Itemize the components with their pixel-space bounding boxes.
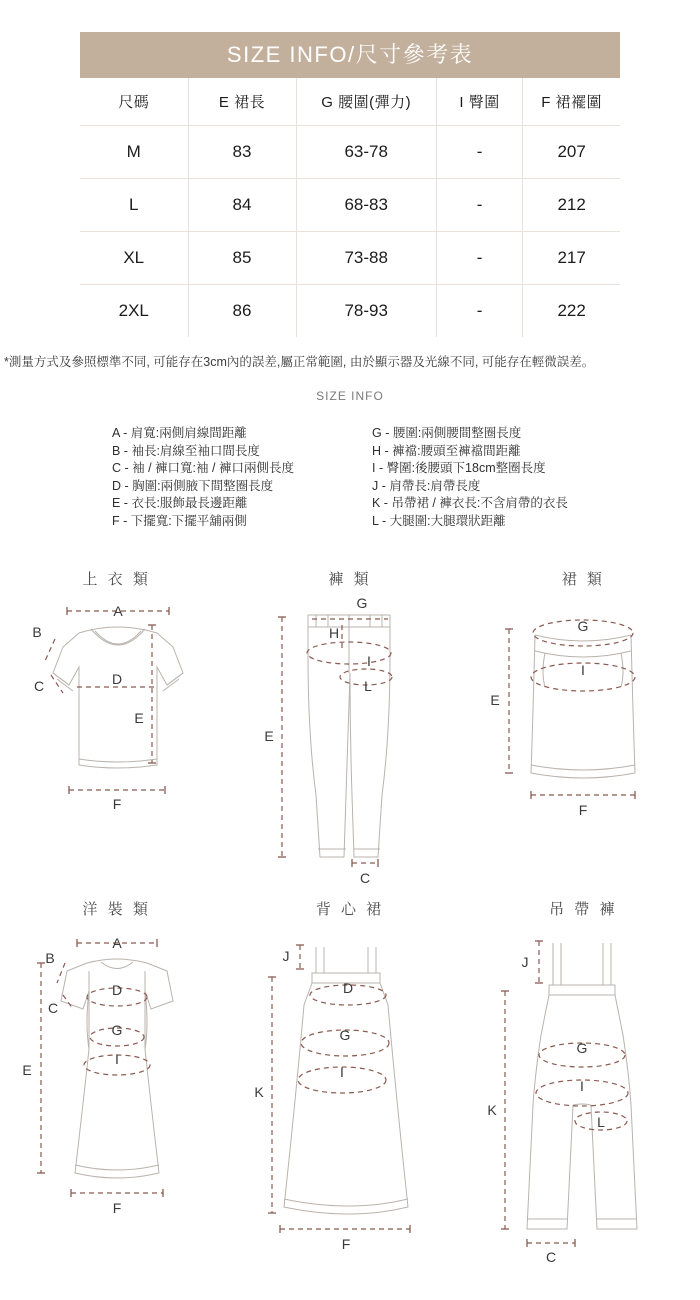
mark-I: I: [580, 1078, 585, 1094]
legend-item-a: A - 肩寬:兩側肩線間距離: [112, 426, 247, 440]
mark-F: F: [341, 1236, 351, 1252]
table-row: [80, 126, 620, 179]
diagram-skirts: [467, 565, 700, 895]
mark-I: I: [340, 1064, 344, 1080]
mark-D: D: [111, 671, 122, 687]
diagram-row-2: [0, 895, 700, 1265]
column-header-length: E 裙長: [188, 78, 296, 126]
diagram-title-camisole-dress: 背 心 裙: [315, 901, 385, 918]
size-table-title: SIZE INFO/尺寸參考表: [80, 32, 620, 78]
size-table: [80, 78, 620, 337]
cell-hem: 222: [523, 285, 620, 338]
diagram-overalls: [467, 895, 700, 1265]
cell-hip: -: [436, 232, 522, 285]
diagram-dress: [0, 895, 233, 1265]
mark-G: G: [356, 595, 368, 611]
skirt-marks: [491, 618, 589, 818]
camisole-dress-illustration: [250, 925, 450, 1255]
mark-E: E: [490, 692, 500, 708]
mark-C: C: [47, 1000, 58, 1016]
mark-G: G: [577, 618, 589, 634]
cell-length: 84: [188, 179, 296, 232]
column-header-hem: F 裙襬圍: [523, 78, 620, 126]
overalls-illustration: [483, 925, 683, 1265]
cell-size: 2XL: [80, 285, 188, 338]
diagram-row-1: [0, 565, 700, 895]
cell-size: M: [80, 126, 188, 179]
mark-F: F: [112, 1200, 121, 1216]
size-table-container: [80, 32, 620, 337]
mark-I: I: [114, 1051, 119, 1067]
cell-hip: -: [436, 179, 522, 232]
tops-marks: [32, 603, 143, 812]
legend-item-l: L - 大腿圍:大腿環狀距離: [372, 513, 506, 528]
cell-hem: 212: [523, 179, 620, 232]
table-row: [80, 232, 620, 285]
diagram-title-pants: 褲 類: [328, 571, 372, 588]
mark-B: B: [44, 950, 55, 966]
measurement-disclaimer: *測量方式及參照標準不同, 可能存在3cm內的誤差,屬正常範圍, 由於顯示器及光線不同, 可能存在輕微誤差。: [4, 355, 595, 369]
mark-J: J: [521, 954, 529, 970]
mark-E: E: [264, 728, 274, 744]
cell-hip: -: [436, 126, 522, 179]
garment-diagrams: [0, 565, 700, 1265]
cell-length: 86: [188, 285, 296, 338]
cell-size: XL: [80, 232, 188, 285]
mark-F: F: [112, 796, 121, 812]
mark-D: D: [111, 982, 122, 998]
mark-I: I: [581, 662, 586, 678]
mark-G: G: [576, 1040, 588, 1056]
dress-illustration: [17, 925, 217, 1245]
diagram-title-skirts: 裙 類: [561, 571, 605, 588]
pants-marks: [264, 595, 372, 886]
mark-I: I: [367, 653, 371, 669]
legend-item-e: E - 衣長:服飾最長邊距離: [112, 496, 248, 510]
diagram-camisole-dress: [233, 895, 466, 1265]
cell-waist: 68-83: [296, 179, 436, 232]
mark-C: C: [546, 1249, 557, 1265]
cell-hem: 217: [523, 232, 620, 285]
mark-H: H: [328, 625, 340, 641]
mark-B: B: [31, 624, 42, 640]
mark-L: L: [597, 1114, 606, 1130]
mark-C: C: [33, 678, 44, 694]
diagram-title-overalls: 吊 帶 褲: [549, 901, 618, 918]
cell-waist: 63-78: [296, 126, 436, 179]
table-row: [80, 179, 620, 232]
diagram-pants: [233, 565, 466, 895]
mark-G: G: [111, 1022, 123, 1038]
size-info-label: SIZE INFO: [316, 389, 384, 403]
legend-item-i: I - 臀圍:後腰頭下18cm整圈長度: [372, 461, 546, 475]
mark-J: J: [282, 948, 290, 964]
table-row: [80, 285, 620, 338]
camisole-marks: [254, 948, 353, 1252]
legend-item-k: K - 吊帶裙 / 褲衣長:不含肩帶的衣長: [372, 496, 568, 510]
column-header-size: 尺碼: [80, 78, 188, 126]
mark-D: D: [342, 980, 354, 996]
tops-illustration: [17, 595, 217, 845]
column-header-waist: G 腰圍(彈力): [296, 78, 436, 126]
pants-illustration: [260, 595, 440, 895]
mark-E: E: [133, 710, 144, 726]
cell-length: 83: [188, 126, 296, 179]
diagram-title-tops: 上 衣 類: [82, 571, 151, 588]
diagram-title-dress: 洋 裝 類: [82, 901, 151, 918]
mark-L: L: [364, 678, 372, 694]
legend-container: [112, 425, 632, 530]
cell-hem: 207: [523, 126, 620, 179]
legend-item-f: F - 下擺寬:下擺平舖兩側: [112, 513, 247, 528]
legend-item-c: C - 袖 / 褲口寬:袖 / 褲口兩側長度: [112, 461, 294, 475]
skirt-illustration: [483, 595, 683, 845]
legend-column-left: [112, 425, 372, 530]
mark-G: G: [339, 1027, 351, 1043]
mark-K: K: [487, 1102, 497, 1118]
cell-size: L: [80, 179, 188, 232]
cell-length: 85: [188, 232, 296, 285]
cell-waist: 73-88: [296, 232, 436, 285]
legend-item-g: G - 腰圍:兩側腰間整圈長度: [372, 426, 522, 440]
mark-C: C: [359, 870, 371, 886]
mark-A: A: [112, 603, 123, 619]
legend-item-j: J - 肩帶長:肩帶長度: [372, 478, 481, 493]
cell-hip: -: [436, 285, 522, 338]
dress-marks: [22, 935, 122, 1216]
legend-item-d: D - 胸圍:兩側腋下間整圈長度: [112, 478, 274, 493]
mark-A: A: [111, 935, 122, 951]
table-header-row: [80, 78, 620, 126]
cell-waist: 78-93: [296, 285, 436, 338]
legend-item-h: H - 褲襠:腰頭至褲襠間距離: [372, 443, 521, 458]
legend-column-right: [372, 425, 632, 530]
mark-E: E: [21, 1062, 32, 1078]
mark-F: F: [579, 802, 588, 818]
mark-K: K: [254, 1084, 264, 1100]
column-header-hip: I 臀圍: [436, 78, 522, 126]
diagram-tops: [0, 565, 233, 895]
legend-item-b: B - 袖長:肩線至袖口間長度: [112, 443, 260, 458]
